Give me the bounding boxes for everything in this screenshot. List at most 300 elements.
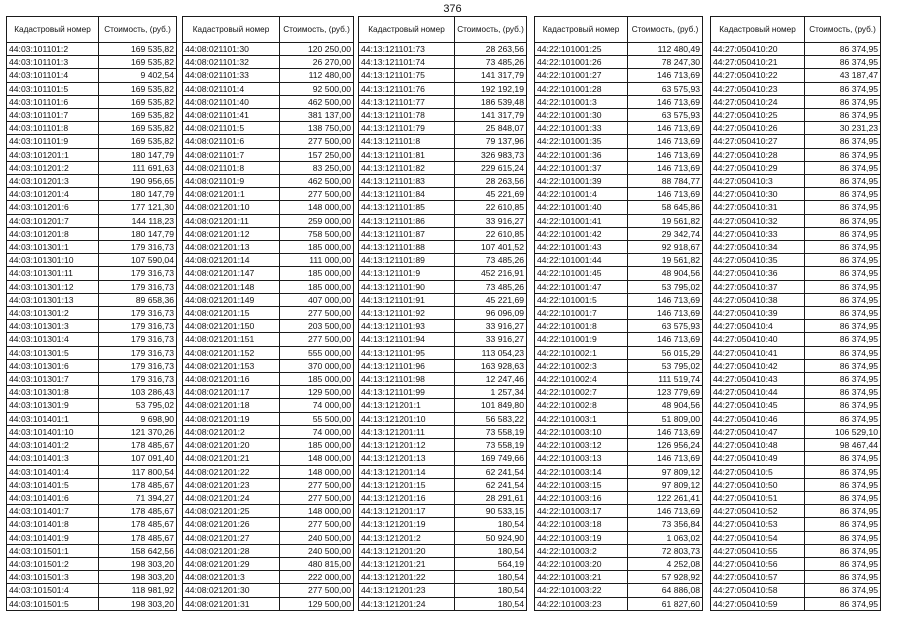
cadastral-number-cell: 44:22:101001:5 [535, 293, 628, 306]
table-row [711, 320, 881, 333]
table-row [535, 69, 703, 82]
cost-cell: 53 795,02 [628, 359, 703, 372]
cost-cell: 146 713,69 [628, 148, 703, 161]
table-row [535, 425, 703, 438]
cadastral-number-cell: 44:27:050410:35 [711, 254, 805, 267]
table-row [711, 135, 881, 148]
table-row [535, 188, 703, 201]
cadastral-number-cell: 44:13:121101:95 [359, 346, 455, 359]
cost-cell: 480 815,00 [280, 557, 354, 570]
cost-cell: 86 374,95 [805, 373, 881, 386]
table-row [359, 95, 527, 108]
cadastral-table-1 [6, 16, 177, 611]
cadastral-number-cell: 44:03:101401:4 [7, 465, 99, 478]
cadastral-number-cell: 44:22:101001:33 [535, 122, 628, 135]
cadastral-number-cell: 44:13:121101:87 [359, 227, 455, 240]
table-row [7, 109, 177, 122]
cadastral-number-cell: 44:27:050410:28 [711, 148, 805, 161]
table-row [183, 544, 354, 557]
table-row [359, 188, 527, 201]
table-row [183, 267, 354, 280]
cost-cell: 126 956,24 [628, 439, 703, 452]
table-row [711, 43, 881, 56]
cost-cell: 86 374,95 [805, 293, 881, 306]
cadastral-number-cell: 44:13:121101:76 [359, 82, 455, 95]
cadastral-number-cell: 44:03:101301:5 [7, 346, 99, 359]
cadastral-number-cell: 44:22:101001:30 [535, 109, 628, 122]
table-row [711, 373, 881, 386]
cost-cell: 86 374,95 [805, 109, 881, 122]
cost-cell: 73 558,19 [455, 439, 527, 452]
table-row [359, 307, 527, 320]
cost-cell: 58 645,86 [628, 201, 703, 214]
cadastral-number-cell: 44:13:121101:92 [359, 307, 455, 320]
cadastral-number-cell: 44:22:101001:45 [535, 267, 628, 280]
cadastral-number-cell: 44:03:101201:1 [7, 148, 99, 161]
cost-cell: 89 658,36 [99, 293, 177, 306]
cost-cell: 180 147,79 [99, 188, 177, 201]
cost-cell: 45 221,69 [455, 293, 527, 306]
cadastral-number-cell: 44:13:121201:22 [359, 571, 455, 584]
cost-cell: 122 261,41 [628, 491, 703, 504]
cost-cell: 48 904,56 [628, 267, 703, 280]
cost-cell: 180 147,79 [99, 227, 177, 240]
cadastral-number-cell: 44:22:101001:35 [535, 135, 628, 148]
cost-cell: 86 374,95 [805, 399, 881, 412]
table-row [535, 56, 703, 69]
table-row [535, 267, 703, 280]
table-row [183, 280, 354, 293]
cost-cell: 90 533,15 [455, 505, 527, 518]
cadastral-number-cell: 44:13:121101:74 [359, 56, 455, 69]
cost-cell: 88 784,77 [628, 175, 703, 188]
table-row [359, 452, 527, 465]
cadastral-number-cell: 44:27:050410:40 [711, 333, 805, 346]
cost-cell: 277 500,00 [280, 478, 354, 491]
cost-cell: 146 713,69 [628, 95, 703, 108]
cost-cell: 86 374,95 [805, 227, 881, 240]
cost-cell: 146 713,69 [628, 69, 703, 82]
cost-cell: 179 316,73 [99, 320, 177, 333]
table-row [183, 161, 354, 174]
table-row [711, 571, 881, 584]
header-cost: Стоимость, (руб.) [280, 17, 354, 43]
cadastral-number-cell: 44:08:021201:24 [183, 491, 280, 504]
cost-cell: 86 374,95 [805, 280, 881, 293]
cadastral-number-cell: 44:13:121101:82 [359, 161, 455, 174]
table-row [359, 333, 527, 346]
table-row [535, 201, 703, 214]
table-row [7, 95, 177, 108]
cadastral-number-cell: 44:27:050410:21 [711, 56, 805, 69]
cost-cell: 113 054,23 [455, 346, 527, 359]
cost-cell: 86 374,95 [805, 148, 881, 161]
cost-cell: 73 485,26 [455, 254, 527, 267]
cost-cell: 123 779,69 [628, 386, 703, 399]
cost-cell: 146 713,69 [628, 122, 703, 135]
table-row [183, 201, 354, 214]
cadastral-number-cell: 44:22:101001:36 [535, 148, 628, 161]
cadastral-number-cell: 44:08:021201:10 [183, 201, 280, 214]
table-row [7, 386, 177, 399]
table-row [535, 175, 703, 188]
table-row [359, 267, 527, 280]
cost-cell: 9 698,90 [99, 412, 177, 425]
cadastral-number-cell: 44:03:101301:1 [7, 241, 99, 254]
cadastral-number-cell: 44:03:101501:1 [7, 544, 99, 557]
cadastral-number-cell: 44:22:101003:14 [535, 465, 628, 478]
page-number: 376 [443, 3, 462, 15]
table-row [359, 56, 527, 69]
cadastral-table-5 [710, 16, 881, 611]
cost-cell: 129 500,00 [280, 386, 354, 399]
cadastral-number-cell: 44:27:050410:23 [711, 82, 805, 95]
cadastral-number-cell: 44:03:101201:8 [7, 227, 99, 240]
table-row [359, 241, 527, 254]
cadastral-number-cell: 44:22:101003:2 [535, 544, 628, 557]
cost-cell: 12 247,46 [455, 373, 527, 386]
cadastral-number-cell: 44:03:101501:4 [7, 584, 99, 597]
cost-cell: 179 316,73 [99, 359, 177, 372]
table-row [183, 43, 354, 56]
cost-cell: 169 535,82 [99, 109, 177, 122]
cadastral-number-cell: 44:13:121201:17 [359, 505, 455, 518]
table-row [535, 399, 703, 412]
cost-cell: 86 374,95 [805, 175, 881, 188]
table-row [359, 399, 527, 412]
cadastral-number-cell: 44:22:101003:21 [535, 571, 628, 584]
table-row [535, 412, 703, 425]
table-row [711, 491, 881, 504]
cadastral-number-cell: 44:22:101003:23 [535, 597, 628, 610]
cost-cell: 51 809,00 [628, 412, 703, 425]
table-row [535, 135, 703, 148]
cost-cell: 144 118,23 [99, 214, 177, 227]
cadastral-number-cell: 44:22:101001:43 [535, 241, 628, 254]
cadastral-number-cell: 44:13:121101:75 [359, 69, 455, 82]
table-row [711, 227, 881, 240]
cadastral-number-cell: 44:08:021101:6 [183, 135, 280, 148]
table-row [535, 307, 703, 320]
table-row [535, 465, 703, 478]
cost-cell: 1 063,02 [628, 531, 703, 544]
table-row [183, 518, 354, 531]
cost-cell: 86 374,95 [805, 201, 881, 214]
cost-cell: 129 500,00 [280, 597, 354, 610]
cadastral-number-cell: 44:13:121201:11 [359, 425, 455, 438]
table-row [183, 359, 354, 372]
cadastral-number-cell: 44:13:121101:73 [359, 43, 455, 56]
cost-cell: 56 015,29 [628, 346, 703, 359]
table-row [183, 241, 354, 254]
cost-cell: 86 374,95 [805, 491, 881, 504]
table-row [359, 557, 527, 570]
cadastral-number-cell: 44:03:101301:8 [7, 386, 99, 399]
cadastral-number-cell: 44:03:101401:9 [7, 531, 99, 544]
cadastral-number-cell: 44:03:101401:1 [7, 412, 99, 425]
cost-cell: 28 263,56 [455, 175, 527, 188]
cost-cell: 19 561,82 [628, 214, 703, 227]
cost-cell: 86 374,95 [805, 597, 881, 610]
cost-cell: 86 374,95 [805, 359, 881, 372]
cadastral-number-cell: 44:08:021101:9 [183, 175, 280, 188]
cadastral-number-cell: 44:08:021101:41 [183, 109, 280, 122]
cost-cell: 22 610,85 [455, 201, 527, 214]
cadastral-number-cell: 44:08:021201:22 [183, 465, 280, 478]
cadastral-number-cell: 44:13:121101:94 [359, 333, 455, 346]
table-row [7, 557, 177, 570]
table-row [7, 122, 177, 135]
cadastral-number-cell: 44:27:050410:51 [711, 491, 805, 504]
cadastral-number-cell: 44:13:121201:10 [359, 412, 455, 425]
cost-cell: 86 374,95 [805, 320, 881, 333]
cadastral-number-cell: 44:27:050410:38 [711, 293, 805, 306]
cost-cell: 146 713,69 [628, 333, 703, 346]
table-row [535, 557, 703, 570]
table-header-row [535, 17, 703, 43]
table-row [711, 412, 881, 425]
cost-cell: 86 374,95 [805, 161, 881, 174]
cadastral-table-2 [182, 16, 354, 611]
cost-cell: 148 000,00 [280, 201, 354, 214]
cost-cell: 57 928,92 [628, 571, 703, 584]
cost-cell: 107 590,04 [99, 254, 177, 267]
table-row [183, 346, 354, 359]
cost-cell: 53 795,02 [628, 280, 703, 293]
table-row [183, 584, 354, 597]
cadastral-number-cell: 44:08:021101:40 [183, 95, 280, 108]
table-row [7, 214, 177, 227]
cadastral-number-cell: 44:03:101201:6 [7, 201, 99, 214]
cost-cell: 146 713,69 [628, 188, 703, 201]
cadastral-number-cell: 44:22:101001:40 [535, 201, 628, 214]
cost-cell: 758 500,00 [280, 227, 354, 240]
header-cadastral: Кадастровый номер [359, 17, 455, 43]
cost-cell: 86 374,95 [805, 95, 881, 108]
cost-cell: 120 250,00 [280, 43, 354, 56]
cost-cell: 9 402,54 [99, 69, 177, 82]
cost-cell: 185 000,00 [280, 439, 354, 452]
table-row [711, 201, 881, 214]
table-row [359, 214, 527, 227]
table-row [711, 267, 881, 280]
table-row [711, 307, 881, 320]
cost-cell: 277 500,00 [280, 333, 354, 346]
cadastral-number-cell: 44:13:121101:83 [359, 175, 455, 188]
cadastral-number-cell: 44:08:021201:11 [183, 214, 280, 227]
table-header-row [711, 17, 881, 43]
table-row [7, 82, 177, 95]
table-row [711, 333, 881, 346]
table-header-row [359, 17, 527, 43]
table-row [359, 584, 527, 597]
cost-cell: 138 750,00 [280, 122, 354, 135]
cost-cell: 185 000,00 [280, 373, 354, 386]
cost-cell: 33 916,27 [455, 320, 527, 333]
cadastral-number-cell: 44:08:021201:28 [183, 544, 280, 557]
cost-cell: 73 485,26 [455, 280, 527, 293]
cadastral-number-cell: 44:13:121201:12 [359, 439, 455, 452]
table-row [535, 505, 703, 518]
table-row [711, 359, 881, 372]
cost-cell: 86 374,95 [805, 82, 881, 95]
cost-cell: 178 485,67 [99, 531, 177, 544]
cost-cell: 86 374,95 [805, 478, 881, 491]
cost-cell: 86 374,95 [805, 333, 881, 346]
table-row [359, 346, 527, 359]
table-row [535, 293, 703, 306]
cost-cell: 72 803,73 [628, 544, 703, 557]
cost-cell: 179 316,73 [99, 373, 177, 386]
cost-cell: 117 800,54 [99, 465, 177, 478]
table-row [711, 425, 881, 438]
cost-cell: 86 374,95 [805, 135, 881, 148]
cost-cell: 178 485,67 [99, 505, 177, 518]
cost-cell: 86 374,95 [805, 56, 881, 69]
cost-cell: 53 795,02 [99, 399, 177, 412]
cost-cell: 48 904,56 [628, 399, 703, 412]
cadastral-number-cell: 44:22:101001:3 [535, 95, 628, 108]
cadastral-number-cell: 44:08:021101:8 [183, 161, 280, 174]
cost-cell: 86 374,95 [805, 241, 881, 254]
table-row [359, 386, 527, 399]
table-row [535, 320, 703, 333]
cost-cell: 163 928,63 [455, 359, 527, 372]
table-row [7, 518, 177, 531]
cadastral-number-cell: 44:03:101301:11 [7, 267, 99, 280]
cadastral-number-cell: 44:22:101003:13 [535, 452, 628, 465]
table-row [359, 439, 527, 452]
cost-cell: 222 000,00 [280, 571, 354, 584]
cadastral-number-cell: 44:27:050410:47 [711, 425, 805, 438]
cost-cell: 277 500,00 [280, 518, 354, 531]
cost-cell: 146 713,69 [628, 452, 703, 465]
table-row [711, 518, 881, 531]
cadastral-number-cell: 44:03:101401:6 [7, 491, 99, 504]
cadastral-number-cell: 44:03:101101:6 [7, 95, 99, 108]
cadastral-number-cell: 44:08:021201:20 [183, 439, 280, 452]
table-row [711, 346, 881, 359]
table-row [7, 307, 177, 320]
cost-cell: 86 374,95 [805, 346, 881, 359]
table-row [711, 544, 881, 557]
cost-cell: 141 317,79 [455, 69, 527, 82]
cost-cell: 86 374,95 [805, 584, 881, 597]
table-row [183, 227, 354, 240]
cost-cell: 158 642,56 [99, 544, 177, 557]
cost-cell: 73 558,19 [455, 425, 527, 438]
cost-cell: 185 000,00 [280, 280, 354, 293]
table-row [183, 175, 354, 188]
cadastral-number-cell: 44:08:021101:33 [183, 69, 280, 82]
table-row [359, 122, 527, 135]
table-row [183, 373, 354, 386]
cost-cell: 198 303,20 [99, 557, 177, 570]
table-row [183, 557, 354, 570]
cadastral-number-cell: 44:13:121101:86 [359, 214, 455, 227]
table-row [359, 227, 527, 240]
cadastral-number-cell: 44:22:101003:15 [535, 478, 628, 491]
cadastral-number-cell: 44:08:021201:14 [183, 254, 280, 267]
table-row [183, 425, 354, 438]
table-row [711, 161, 881, 174]
table-row [7, 201, 177, 214]
table-row [535, 254, 703, 267]
table-row [711, 188, 881, 201]
cadastral-number-cell: 44:27:050410:31 [711, 201, 805, 214]
cadastral-number-cell: 44:08:021201:23 [183, 478, 280, 491]
cadastral-number-cell: 44:03:101301:9 [7, 399, 99, 412]
table-row [183, 571, 354, 584]
table-row [7, 505, 177, 518]
cost-cell: 63 575,93 [628, 320, 703, 333]
table-row [183, 148, 354, 161]
cost-cell: 180,54 [455, 571, 527, 584]
cost-cell: 462 500,00 [280, 175, 354, 188]
cadastral-number-cell: 44:27:050410:37 [711, 280, 805, 293]
cost-cell: 111 691,63 [99, 161, 177, 174]
cadastral-number-cell: 44:08:021201:18 [183, 399, 280, 412]
table-row [7, 531, 177, 544]
cost-cell: 92 500,00 [280, 82, 354, 95]
cost-cell: 198 303,20 [99, 597, 177, 610]
header-cost: Стоимость, (руб.) [455, 17, 527, 43]
cost-cell: 43 187,47 [805, 69, 881, 82]
table-row [711, 505, 881, 518]
cost-cell: 169 535,82 [99, 82, 177, 95]
table-row [7, 491, 177, 504]
table-row [7, 478, 177, 491]
cost-cell: 179 316,73 [99, 333, 177, 346]
cadastral-number-cell: 44:08:021201:29 [183, 557, 280, 570]
cost-cell: 30 231,23 [805, 122, 881, 135]
cost-cell: 86 374,95 [805, 43, 881, 56]
cadastral-number-cell: 44:03:101101:2 [7, 43, 99, 56]
cost-cell: 178 485,67 [99, 478, 177, 491]
cadastral-number-cell: 44:08:021101:32 [183, 56, 280, 69]
cost-cell: 277 500,00 [280, 135, 354, 148]
cost-cell: 86 374,95 [805, 505, 881, 518]
table-row [183, 465, 354, 478]
cadastral-number-cell: 44:27:050410:27 [711, 135, 805, 148]
cadastral-number-cell: 44:22:101001:9 [535, 333, 628, 346]
cost-cell: 229 615,24 [455, 161, 527, 174]
cost-cell: 169 535,82 [99, 95, 177, 108]
cost-cell: 103 286,43 [99, 386, 177, 399]
table-row [359, 518, 527, 531]
cost-cell: 186 539,48 [455, 95, 527, 108]
cadastral-number-cell: 44:27:050410:49 [711, 452, 805, 465]
cost-cell: 62 241,54 [455, 478, 527, 491]
table-row [183, 412, 354, 425]
cadastral-number-cell: 44:22:101003:22 [535, 584, 628, 597]
cadastral-number-cell: 44:13:121101:8 [359, 135, 455, 148]
cadastral-number-cell: 44:13:121201:15 [359, 478, 455, 491]
table-row [711, 465, 881, 478]
cost-cell: 178 485,67 [99, 518, 177, 531]
cadastral-number-cell: 44:27:050410:3 [711, 175, 805, 188]
cadastral-number-cell: 44:13:121201:19 [359, 518, 455, 531]
cost-cell: 179 316,73 [99, 280, 177, 293]
table-row [535, 82, 703, 95]
cost-cell: 141 317,79 [455, 109, 527, 122]
cost-cell: 86 374,95 [805, 214, 881, 227]
cost-cell: 97 809,12 [628, 465, 703, 478]
table-row [711, 148, 881, 161]
cadastral-number-cell: 44:03:101101:9 [7, 135, 99, 148]
cost-cell: 203 500,00 [280, 320, 354, 333]
cadastral-number-cell: 44:13:121101:9 [359, 267, 455, 280]
